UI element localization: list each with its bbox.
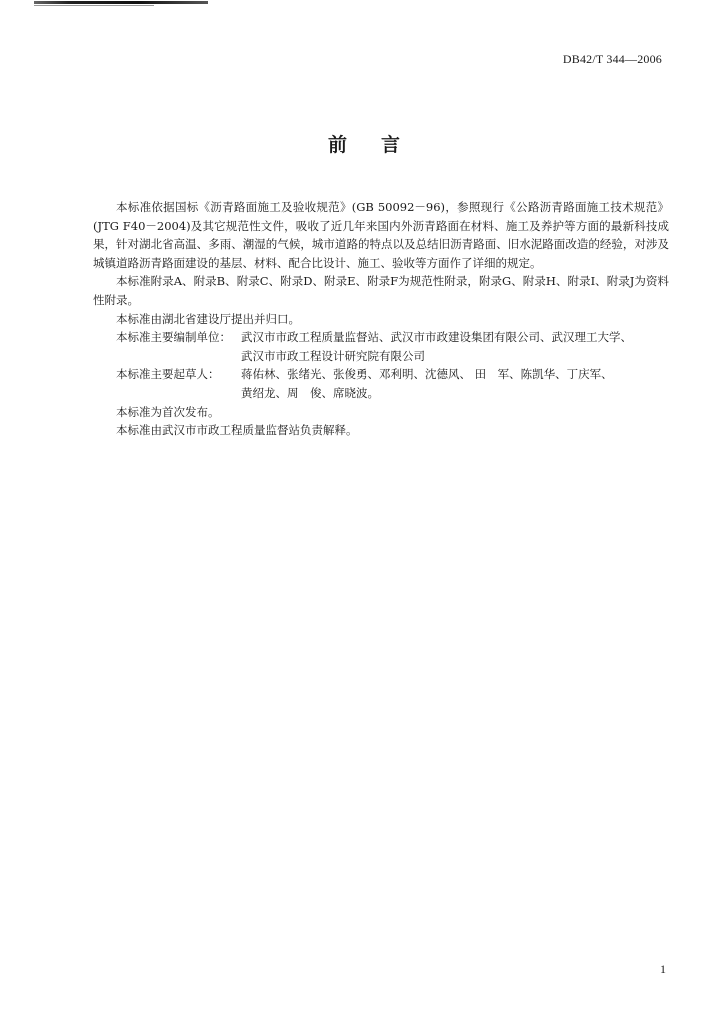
drafters-line1: 蒋佑林、张绪光、张俊勇、邓利明、沈德风、 田 军、陈凯华、丁庆军、 — [241, 367, 613, 382]
paragraph-first-release: 本标准为首次发布。 — [116, 404, 220, 419]
paragraph-basis: 本标准依据国标《沥青路面施工及验收规范》(GB 50092－96)，参照现行《公路沥青路面施工技术规范》(JTG F40－2004)及其它规范性文件，吸收了近几年来国内外沥青路面在材料、施工及养护等方面的最新科技成果，针对湖北省高温、多雨、潮湿的气候，城市道路的特点以及总结旧沥青路面、旧水泥路面改造的经验，对涉及城镇道路沥青路面建设的基层、材料、配合比设计、施工、验收等方面作了详细的规定。 — [93, 200, 669, 270]
foreword-body — [93, 198, 669, 440]
drafters-label: 本标准主要起草人： — [116, 367, 220, 382]
page-title-part1: 前 — [327, 134, 347, 156]
document-code: DB42/T 344—2006 — [562, 52, 662, 66]
paragraph-interpretation: 本标准由武汉市市政工程质量监督站负责解释。 — [116, 423, 358, 438]
paragraph-appendices: 本标准附录A、附录B、附录C、附录D、附录E、附录F为规范性附录，附录G、附录H、附录I、附录J为资料性附录。 — [93, 274, 669, 307]
drafters-row — [93, 365, 669, 384]
drafting-units-row — [93, 328, 669, 347]
drafters-line2: 黄绍龙、周 俊、席晓波。 — [241, 385, 379, 400]
scan-artifact-thin-line — [34, 5, 154, 6]
page-number: 1 — [660, 962, 666, 976]
scan-artifact-line — [34, 1, 208, 4]
page-title-part2: 言 — [381, 134, 401, 156]
drafting-units-label: 本标准主要编制单位： — [116, 330, 231, 345]
page-title — [0, 130, 728, 157]
drafting-units-line2: 武汉市市政工程设计研究院有限公司 — [241, 348, 425, 363]
paragraph-proposer: 本标准由湖北省建设厅提出并归口。 — [116, 311, 300, 326]
drafting-units-line1: 武汉市市政工程质量监督站、武汉市市政建设集团有限公司、武汉理工大学、 — [241, 330, 632, 345]
